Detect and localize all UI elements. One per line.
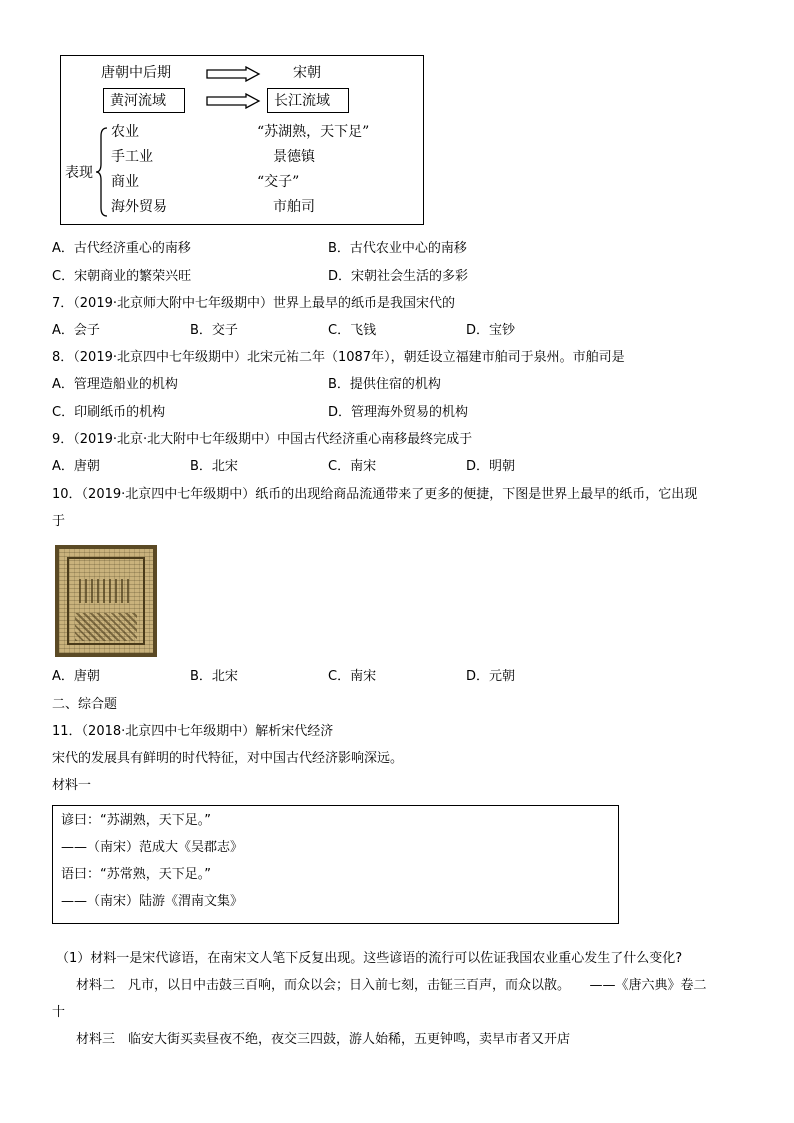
diagram-box-yangtze — [267, 88, 349, 113]
material-1-line: 谚曰：“苏湖熟，天下足。” — [61, 813, 211, 828]
q6-option-c: C．宋朝商业的繁荣兴旺 — [52, 269, 192, 284]
left-brace-icon — [95, 126, 109, 218]
material-1-line: ——（南宋）陆游《渭南文集》 — [61, 894, 244, 909]
q8-option-d: D．管理海外贸易的机构 — [328, 405, 469, 420]
q6-option-d: D．宋朝社会生活的多彩 — [328, 269, 469, 284]
q10-option-c: C．南宋 — [328, 669, 377, 684]
q10-stem-cont: 于 — [52, 514, 66, 529]
diagram-tang: 唐朝中后期 — [101, 65, 171, 81]
material-1-line: 语曰：“苏常熟，天下足。” — [61, 867, 211, 882]
section-heading: 二、综合题 — [52, 697, 118, 712]
diagram-item-right: 市舶司 — [273, 199, 315, 215]
material-1-line: ——（南宋）范成大《吴郡志》 — [61, 840, 244, 855]
right-arrow-icon — [206, 93, 261, 109]
q9-stem: 9．（2019·北京·北大附中七年级期中）中国古代经济重心南移最终完成于 — [52, 432, 473, 447]
diagram-yellow-river: 黄河流域 — [110, 93, 166, 109]
diagram-item-right: 景德镇 — [273, 149, 315, 165]
right-arrow-icon — [206, 66, 261, 82]
q9-option-d: D．明朝 — [466, 459, 516, 474]
q7-stem: 7．（2019·北京师大附中七年级期中）世界上最早的纸币是我国宋代的 — [52, 296, 455, 311]
diagram-item-right: “交子” — [257, 174, 300, 190]
diagram-biaoxian: 表现 — [65, 165, 93, 181]
q8-option-c: C．印刷纸币的机构 — [52, 405, 166, 420]
diagram-box-yellow-river — [103, 88, 185, 113]
material-1-label: 材料一 — [52, 778, 92, 793]
q10-option-a: A．唐朝 — [52, 669, 100, 684]
material-2-cont: 十 — [52, 1005, 66, 1020]
q11-sub-question-1: （1）材料一是宋代谚语，在南宋文人笔下反复出现。这些谚语的流行可以佐证我国农业重心发生了什么变化? — [56, 951, 683, 966]
diagram-item-left: 商业 — [111, 174, 139, 190]
material-1-box — [52, 805, 619, 924]
q10-option-b: B．北宋 — [190, 669, 238, 684]
q11-intro: 宋代的发展具有鲜明的时代特征，对中国古代经济影响深远。 — [52, 751, 404, 766]
diagram-item-left: 农业 — [111, 124, 139, 140]
q11-stem: 11．（2018·北京四中七年级期中）解析宋代经济 — [52, 724, 334, 739]
q8-option-a: A．管理造船业的机构 — [52, 377, 178, 392]
q7-option-a: A．会子 — [52, 323, 100, 338]
q6-option-a: A．古代经济重心的南移 — [52, 241, 191, 256]
q9-option-a: A．唐朝 — [52, 459, 100, 474]
q8-stem: 8．（2019·北京四中七年级期中）北宋元祐二年（1087年），朝廷设立福建市舶司于泉州。市舶司是 — [52, 350, 625, 365]
economic-shift-diagram — [60, 55, 424, 225]
q6-option-b: B．古代农业中心的南移 — [328, 241, 467, 256]
q9-option-b: B．北宋 — [190, 459, 238, 474]
q10-stem: 10．（2019·北京四中七年级期中）纸币的出现给商品流通带来了更多的便捷，下图是世界上最早的纸币，它出现 — [52, 487, 698, 502]
q9-option-c: C．南宋 — [328, 459, 377, 474]
diagram-item-left: 海外贸易 — [111, 199, 167, 215]
q10-option-d: D．元朝 — [466, 669, 516, 684]
diagram-item-left: 手工业 — [111, 149, 153, 165]
q8-option-b: B．提供住宿的机构 — [328, 377, 441, 392]
q7-option-d: D．宝钞 — [466, 323, 516, 338]
jiaozi-banknote-image — [55, 545, 157, 657]
q7-option-b: B．交子 — [190, 323, 238, 338]
q7-option-c: C．飞钱 — [328, 323, 377, 338]
diagram-item-right: “苏湖熟，天下足” — [257, 124, 370, 140]
diagram-yangtze: 长江流域 — [274, 93, 330, 109]
material-2-text: 材料二 凡市，以日中击鼓三百响，而众以会；日入前七刻，击钲三百声，而众以散。 ——《唐六典》卷二 — [76, 978, 707, 993]
material-3-text: 材料三 临安大街买卖昼夜不绝，夜交三四鼓，游人始稀，五更钟鸣，卖早市者又开店 — [76, 1032, 571, 1047]
diagram-song: 宋朝 — [293, 65, 321, 81]
